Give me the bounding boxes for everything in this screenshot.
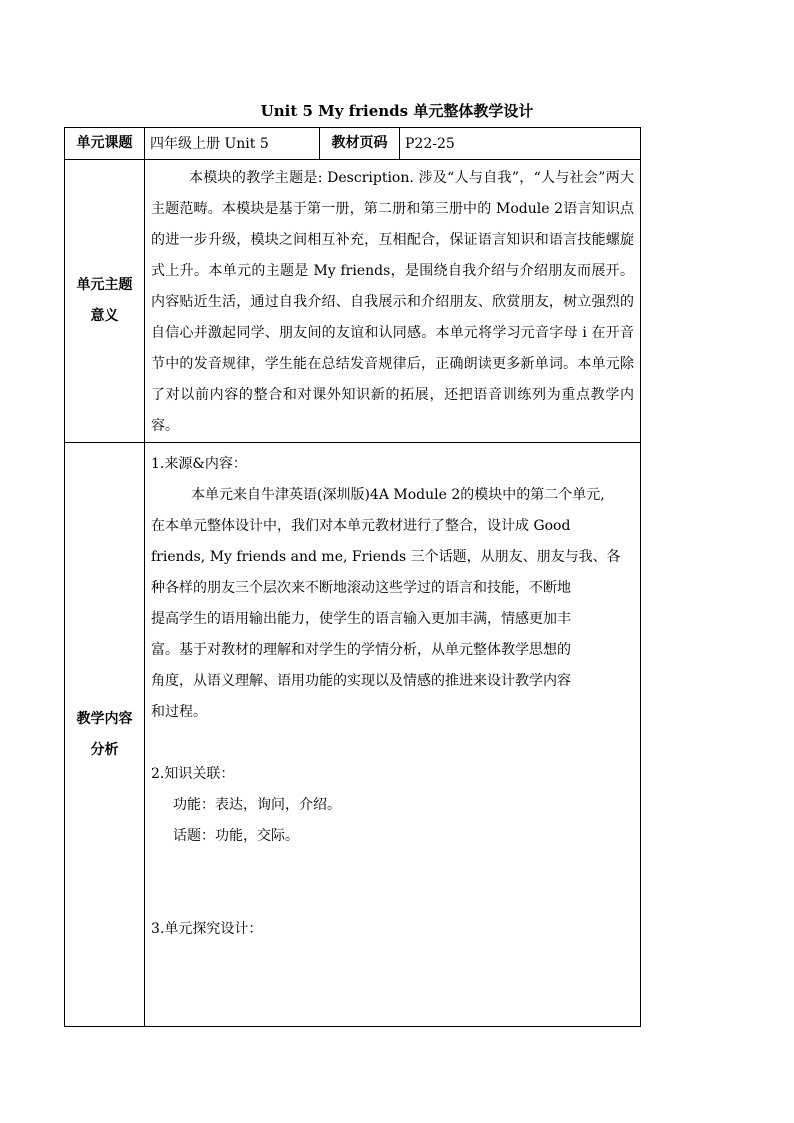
section-source-line: 提高学生的语用输出能力，使学生的语言输入更加丰满，情感更加丰: [151, 611, 571, 627]
document-title: Unit 5 My friends 单元整体教学设计: [260, 102, 534, 120]
row-unit-theme: [65, 160, 641, 443]
row-unit-topic: [65, 128, 641, 160]
lesson-plan-table: [64, 127, 641, 1027]
content-analysis-cell: [145, 443, 641, 1027]
label-unit-topic: 单元课题: [65, 128, 145, 160]
label-content-analysis-line2: 分析: [90, 741, 119, 758]
label-unit-theme-line1: 单元主题: [76, 277, 133, 293]
label-content-analysis-line1: 教学内容: [76, 710, 133, 727]
section-source-title: 1.来源&内容：: [151, 456, 247, 472]
section-knowledge-item: 功能：表达，询问，介绍。: [173, 797, 341, 813]
label-unit-theme: [65, 160, 145, 443]
unit-topic-value: 四年级上册 Unit 5: [145, 128, 320, 160]
section-knowledge-title: 2.知识关联：: [151, 766, 235, 782]
label-textbook-pages: 教材页码: [320, 128, 400, 160]
unit-theme-text: 本模块的教学主题是: Description. 涉及“人与自我”，“人与社会”两大主题范畴。本模块是基于第一册，第二册和第三册中的 Module 2语言知识点的进一步升级，模块之间相互补充，互相配合，保证语言知识和语言技能螺旋式上升。本单元的主题是 My friends，是围绕自我介绍与介绍朋友而展开。内容贴近生活，通过自我介绍、自我展示和介绍朋友、欣赏朋友，树立强烈的自信心并激起同学、朋友间的友谊和认同感。本单元将学习元音字母 i 在开音节中的发音规律，学生能在总结发音规律后，正确朗读更多新单词。本单元除了对以前内容的整合和对课外知识新的拓展，还把语音训练列为重点教学内容。: [151, 170, 634, 434]
section-source-line: 角度，从语义理解、语用功能的实现以及情感的推进来设计教学内容: [151, 673, 571, 689]
label-unit-theme-line2: 意义: [90, 308, 119, 324]
label-content-analysis: [65, 443, 145, 1027]
textbook-pages-value: P22-25: [400, 128, 641, 160]
unit-theme-cell: [145, 160, 641, 443]
section-source-line: 本单元来自牛津英语(深圳版)4A Module 2的模块中的第二个单元,: [191, 487, 605, 503]
section-source-line: 在本单元整体设计中，我们对本单元教材进行了整合，设计成 Good: [151, 518, 571, 534]
section-inquiry-title: 3.单元探究设计：: [151, 921, 263, 937]
section-source-line: 富。基于对教材的理解和对学生的学情分析，从单元整体教学思想的: [151, 642, 571, 658]
section-source-line: friends, My friends and me, Friends 三个话题，从朋友、朋友与我、各: [151, 549, 621, 565]
section-source-line: 种各样的朋友三个层次来不断地滚动这些学过的语言和技能，不断地: [151, 580, 571, 596]
row-content-analysis: [65, 443, 641, 1027]
section-source-line: 和过程。: [151, 704, 207, 720]
section-knowledge-item: 话题：功能，交际。: [173, 828, 299, 844]
